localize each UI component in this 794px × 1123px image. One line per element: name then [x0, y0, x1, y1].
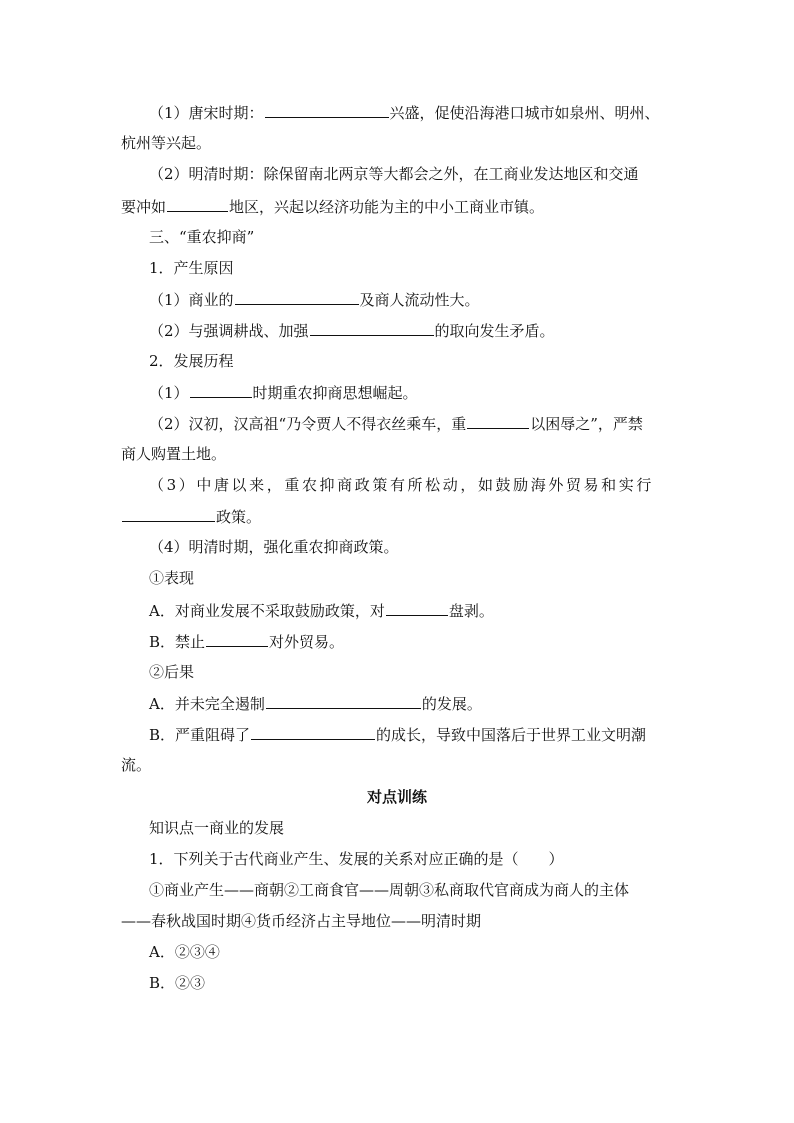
- performance-a: A．对商业发展不采取鼓励政策，对 盘剥。: [149, 602, 494, 620]
- performance-heading: ①表现: [149, 569, 195, 587]
- question-1: 1．下列关于古代商业产生、发展的关系对应正确的是（ ）: [149, 850, 564, 868]
- question-1-statements-cont: ——春秋战国时期④货币经济占主导地位——明清时期: [121, 912, 482, 930]
- option-a[interactable]: A．②③④: [149, 943, 220, 961]
- item-ming-qing-cont: 要冲如 地区，兴起以经济功能为主的中小工商业市镇。: [121, 198, 545, 216]
- history-3: （3）中唐以来，重农抑商政策有所松动，如鼓励海外贸易和实行: [149, 476, 654, 494]
- consequence-heading: ②后果: [149, 663, 195, 681]
- training-title: 对点训练: [366, 788, 427, 806]
- answer-blank[interactable]: [265, 102, 389, 118]
- answer-blank[interactable]: [235, 289, 359, 305]
- history-2-cont: 商人购置土地。: [121, 445, 227, 463]
- consequence-a: A．并未完全遏制 的发展。: [149, 695, 482, 713]
- answer-blank[interactable]: [467, 413, 529, 429]
- section-heading: 三、“重农抑商”: [149, 228, 255, 246]
- knowledge-point: 知识点一商业的发展: [149, 819, 285, 837]
- consequence-b: B．严重阻碍了 的成长，导致中国落后于世界工业文明潮: [149, 726, 647, 744]
- history-3-cont: 政策。: [121, 506, 261, 527]
- performance-b: B．禁止 对外贸易。: [149, 633, 345, 651]
- history-2: （2）汉初，汉高祖“乃令贾人不得衣丝乘车，重 以困辱之”，严禁: [149, 415, 643, 433]
- history-4: （4）明清时期，强化重农抑商政策。: [149, 538, 399, 556]
- history-1: （1） 时期重农抑商思想崛起。: [149, 384, 418, 402]
- question-1-statements: ①商业产生——商朝②工商食官——周朝③私商取代官商成为商人的主体: [149, 881, 630, 899]
- item-ming-qing: （2）明清时期：除保留南北两京等大都会之外，在工商业发达地区和交通: [149, 165, 639, 183]
- item-tang-song-cont: 杭州等兴起。: [121, 134, 212, 152]
- answer-blank[interactable]: [386, 600, 448, 616]
- answer-blank[interactable]: [206, 631, 268, 647]
- subheading-cause: 1．产生原因: [149, 259, 234, 277]
- option-b[interactable]: B．②③: [149, 974, 206, 992]
- answer-blank[interactable]: [122, 506, 215, 522]
- cause-1: （1）商业的 及商人流动性大。: [149, 291, 480, 309]
- answer-blank[interactable]: [190, 382, 252, 398]
- answer-blank[interactable]: [266, 693, 421, 709]
- answer-blank[interactable]: [251, 724, 375, 740]
- answer-blank[interactable]: [310, 320, 434, 336]
- cause-2: （2）与强调耕战、加强 的取向发生矛盾。: [149, 322, 555, 340]
- answer-blank[interactable]: [167, 196, 228, 212]
- item-tang-song: （1）唐宋时期： 兴盛，促使沿海港口城市如泉州、明州、: [149, 104, 660, 122]
- subheading-history: 2．发展历程: [149, 352, 234, 370]
- consequence-b-cont: 流。: [121, 756, 152, 774]
